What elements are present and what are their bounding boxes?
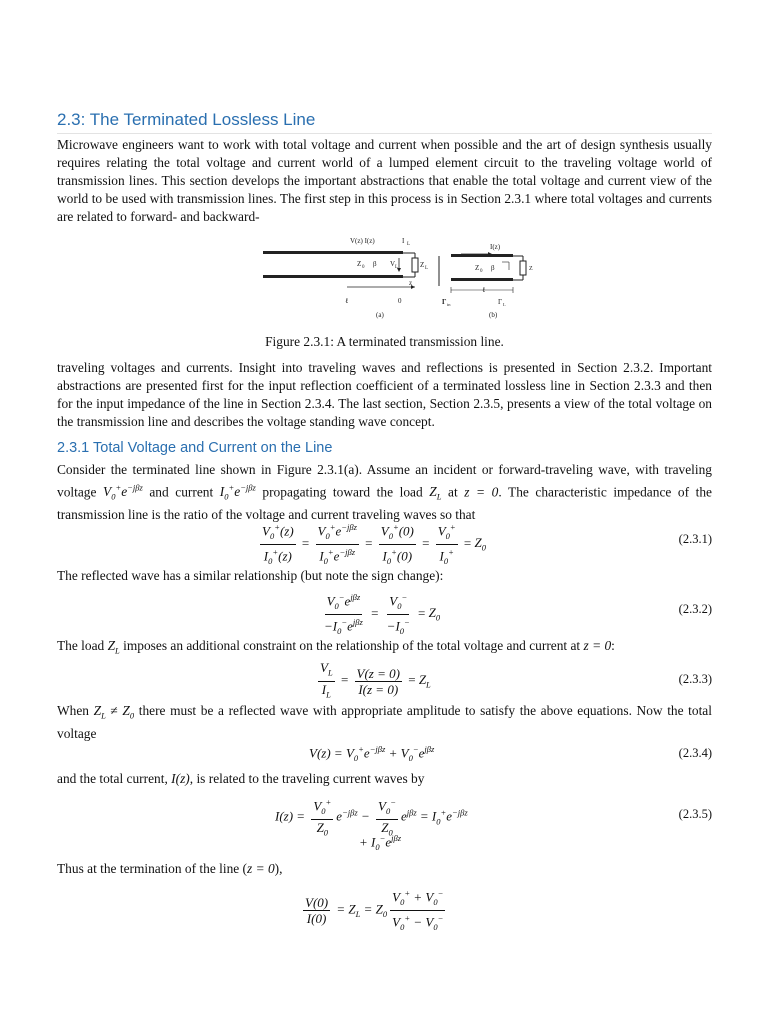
a-top-label: V(z) I(z) <box>350 237 375 245</box>
label-b: (b) <box>489 311 498 319</box>
paragraph-8: Thus at the termination of the line (z = 0), <box>57 861 283 876</box>
a-zl: Z <box>420 261 425 269</box>
equation-2-3-1: $\frac{V_0^+(z)}{I_0^+(z)}$ = $\frac{V_0^+e^{-j\beta z}}{I_0^+e^{-j\beta z}}$ = $\frac{V_0^+(0)}{I_0^+(0)}$ = $\frac{V_0^+}{I_0^+}$ = $Z_0$ (2.3.1) <box>262 522 712 566</box>
diagram-a <box>263 237 428 319</box>
paragraph-7: and the total current, I(z), is related to the traveling current waves by <box>57 771 425 786</box>
diagram-b <box>439 243 533 319</box>
figure-terminated-line <box>257 232 533 324</box>
paragraph-2: traveling voltages and currents. Insight into traveling waves and reflections is presented in Section 2.3.2. Important abstractions are presented first for the input reflection coefficient of a terminated lossless line in Section 2.3.3 and then for the input impedance of the line in Section 2.3.4. The last section, Section 2.3.5, presents a view of the total voltage on the transmission line and describes the voltage standing wave concept. <box>57 360 712 429</box>
transmission-line-diagram <box>257 232 533 324</box>
a-beta: β <box>373 260 377 268</box>
b-gamma-l: Γ <box>498 298 503 306</box>
eq-number-1: (2.3.1) <box>678 532 712 546</box>
b-gamma-in-sub: in <box>447 302 451 307</box>
eq-number-2: (2.3.2) <box>678 602 712 616</box>
paragraph-5: The load $Z_L$ imposes an additional constraint on the relationship of the total voltage and current at z = 0: <box>57 638 615 656</box>
equation-termination: $\frac{V(0)}{I(0)}$ = $Z_L = Z_0$ $\frac{V_0^+ + V_0^-}{V_0^+ - V_0^-}$ <box>305 888 444 932</box>
b-i: I(z) <box>490 243 501 251</box>
a-zero: 0 <box>398 297 402 305</box>
b-z0: Z <box>475 264 480 272</box>
b-zl: Z <box>529 266 533 272</box>
b-beta: β <box>491 264 495 272</box>
equation-2-3-2: $\frac{V_0^-e^{j\beta z}}{-I_0^-e^{j\beta z}}$ = $\frac{V_0^-}{-I_0^-}$ = $Z_0$ (2.3.2) <box>324 592 712 636</box>
a-il-sub: L <box>407 242 411 247</box>
b-ell: ℓ <box>482 286 486 294</box>
paragraph-6: When $Z_L \ne Z_0$ there must be a reflected wave with appropriate amplitude to satisfy the above equations. Now the total voltage <box>57 703 712 741</box>
subsection-title: 2.3.1 Total Voltage and Current on the Line <box>57 440 333 456</box>
eq-number-5: (2.3.5) <box>678 807 712 821</box>
equation-2-3-5: I(z) = $\frac{V_0^+}{Z_0}$ $e^{-j\beta z}$ − $\frac{V_0^-}{Z_0}$ $e^{j\beta z} = I_0^+e^{-j\beta z}$ + $I_0^-e^{j\beta z}$ (2.3.5) <box>275 797 712 852</box>
a-z0: Z <box>357 260 362 268</box>
equation-2-3-3: $\frac{V_L}{I_L}$ = $\frac{V(z = 0)}{I(z = 0)}$ = $Z_L$ (2.3.3) <box>320 660 712 700</box>
equation-2-3-4: $V(z) = V_0^+e^{-j\beta z} + V_0^-e^{j\beta z}$ (2.3.4) <box>309 744 712 763</box>
eq-number-3: (2.3.3) <box>678 672 712 686</box>
b-z0-sub: 0 <box>480 269 483 274</box>
a-vl: V <box>390 260 396 268</box>
label-a: (a) <box>376 311 384 319</box>
paragraph-4: The reflected wave has a similar relationship (but note the sign change): <box>57 568 444 583</box>
paragraph-3: Consider the terminated line shown in Figure 2.3.1(a). Assume an incident or forward-traveling wave, with traveling voltage $V_0^+e^{-j\beta z}$ and current $I_0^+e^{-j\beta z}$ propagating toward the load $Z_L$ at z = 0. The characteristic impedance of the transmission line is the ratio of the voltage and current traveling waves so that <box>57 462 712 523</box>
section-title: 2.3: The Terminated Lossless Line <box>57 110 712 134</box>
a-z-axis: z <box>409 279 413 287</box>
eq-number-4: (2.3.4) <box>678 746 712 760</box>
b-gamma-in: Γ <box>442 298 447 306</box>
a-zl-sub: L <box>425 266 429 271</box>
a-il: I <box>402 237 405 245</box>
a-z0-sub: 0 <box>362 265 365 270</box>
b-gamma-l-sub: L <box>503 302 506 307</box>
a-vl-sub: L <box>395 265 399 270</box>
intro-paragraph: Microwave engineers want to work with total voltage and current when possible and the art of design synthesis usually requires relating the total voltage and current world of a lumped element circuit to the traveling voltage world of transmission lines. This section develops the important abstractions that enable the total voltage and current view of the world to be used with transmission lines. The first step in this process is in Section 2.3.1 where total voltages and currents are related to forward- and backward- <box>57 137 712 224</box>
figure-caption: Figure 2.3.1: A terminated transmission line. <box>265 334 504 349</box>
a-ell: ℓ <box>345 297 349 305</box>
